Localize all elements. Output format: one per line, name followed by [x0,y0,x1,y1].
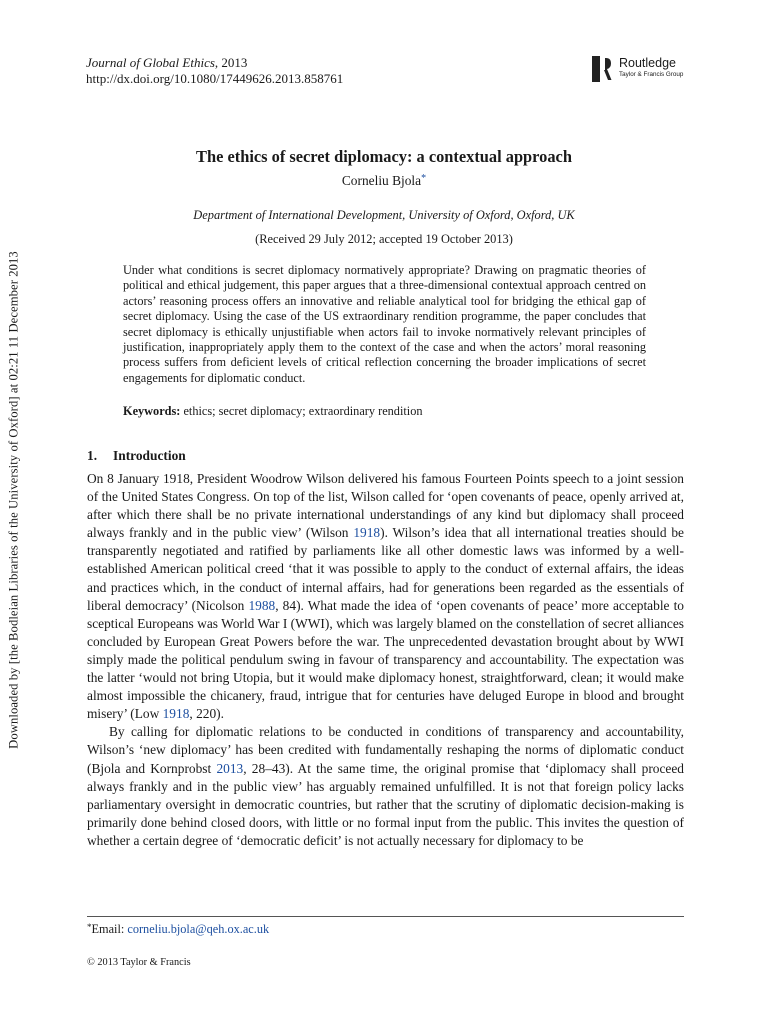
publisher-group: Taylor & Francis Group [619,71,684,78]
text-run: On 8 January 1918, President Woodrow Wilson delivered his famous Fourteen Points speech to a joint session of the United States Congress. On top of the list, Wilson called for ‘open covenants of peace, openly arrived at, after which there shall be no private international understandings of any kind but diplomacy shall proceed always frankly and in the public view’ (Wilson [87,471,684,541]
section-title: Introduction [113,448,186,463]
journal-header [86,55,343,87]
footnote-email [87,922,269,937]
text-run: ). Wilson’s idea that all international treaties should be transparently negotiated and ratified by parliaments like all other domestic laws was informed by a well-established American political creed ‘that it was possible to apply to the conduct of external affairs, the ideas and practices which, in the conduct of internal affairs, had for generations been regarded as the essentials of liberal democracy’ (Nicolson [87,525,684,613]
section-number: 1. [87,448,98,463]
text-run: By calling for diplomatic relations to be conducted in conditions of transparency and accountability, Wilson’s ‘new diplomacy’ has been credited with fundamentally reshaping the norms of diplomatic conduct (Bjola and Kornprobst [87,724,684,776]
body-text [87,470,684,850]
email-link[interactable]: corneliu.bjola@qeh.ox.ac.uk [127,922,270,936]
copyright-notice: © 2013 Taylor & Francis [87,957,191,968]
author-line [0,173,768,189]
paragraph-1 [87,470,684,723]
text-run: , 84). What made the idea of ‘open covenants of peace’ more acceptable to sceptical Europeans was World War I (WWI), which was largely blamed on the constellation of secret alliances concluded by European Great Powers before the war. The unprecedented devastation brought about by WWI simply made the political pendulum swing in favour of transparency and accountability. The expectation was the latter ‘would not bring Utopia, but it would make diplomacy honest, straightforward, clean; it would make almost impossible the chicanery, fraud, intrigue that for centuries have deluged Europe in blood and brought misery’ (Low [87,597,684,722]
author-footnote-marker[interactable]: * [421,173,427,184]
keywords-list: ethics; secret diplomacy; extraordinary rendition [183,404,423,418]
journal-year: , 2013 [214,55,248,70]
paragraph-2 [87,723,684,850]
publisher-name: Routledge [619,56,676,70]
routledge-logo-icon [592,56,612,82]
journal-citation [86,55,343,71]
citation-link[interactable]: 1918 [353,525,381,541]
footnote-divider [87,916,684,917]
download-note: Downloaded by [the Bodleian Libraries of the University of Oxford] at 02:21 11 December 2013 [6,251,21,749]
email-label: Email: [91,922,128,936]
citation-link[interactable]: 1988 [248,597,276,613]
footnote-marker: * [87,922,92,932]
author-affiliation: Department of International Development, University of Oxford, Oxford, UK [193,208,575,222]
keywords-label: Keywords: [123,404,181,418]
article-title: The ethics of secret diplomacy: a contextual approach [196,147,572,166]
text-run: , 220). [189,706,224,722]
keywords-line [123,404,423,419]
text-run: , 28–43). At the same time, the original promise that ‘diplomacy shall proceed always frankly and in the public view’ has arguably remained unfulfilled. It is not that foreign policy lacks parliamentary oversight in democratic countries, but rather that the scrutiny of diplomatic decision-making is primarily done behind closed doors, with little or no formal input from the public. This invites the question of whether a certain degree of ‘democratic deficit’ is not actually necessary for diplomacy to be [87,760,684,848]
doi-link[interactable]: http://dx.doi.org/10.1080/17449626.2013.858761 [86,71,344,86]
received-dates: (Received 29 July 2012; accepted 19 October 2013) [255,232,513,246]
section-heading [87,448,186,464]
journal-name: Journal of Global Ethics [86,55,215,70]
abstract: Under what conditions is secret diplomacy normatively appropriate? Drawing on pragmatic theories of political and ethical judgement, this paper argues that a three-dimensional contextual approach centred on actors’ reasoning process offers an innovative and reliable analytical tool for bridging the ethical gap of secret diplomacy. Using the case of the US extraordinary rendition programme, the paper concludes that secret diplomacy is ethically unjustifiable when actors fail to invoke normatively relevant principles of justification, inappropriately apply them to the context of the case and when the actors’ moral reasoning process suffers from deficient levels of critical reflection concerning the broader implications of secret engagements for diplomatic conduct. [123,263,646,385]
author-name: Corneliu Bjola [341,173,422,188]
download-watermark [0,230,28,770]
citation-link[interactable]: 1918 [162,706,190,722]
citation-link[interactable]: 2013 [216,760,244,776]
